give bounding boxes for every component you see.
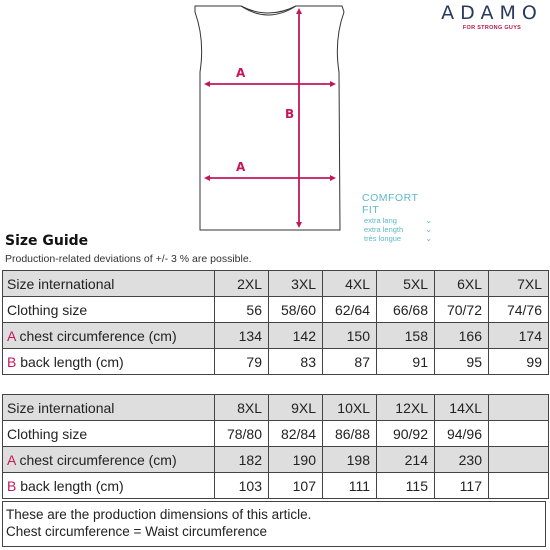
row-label: [3, 297, 215, 323]
comfort-fit-text: extra lang: [364, 216, 397, 225]
size-value-cell: [489, 447, 549, 473]
table-row: [3, 473, 549, 499]
comfort-fit-line: [360, 216, 436, 225]
size-value-cell: 111: [323, 473, 377, 499]
label-a-waist: A: [236, 160, 246, 174]
row-label: [3, 421, 215, 447]
measure-marker: A: [7, 327, 16, 344]
size-value-cell: 87: [323, 349, 377, 375]
size-value-cell: 90/92: [377, 421, 435, 447]
arrow-b-length-top-head: [296, 8, 302, 14]
size-value-cell: [489, 395, 549, 421]
size-value-cell: 2XL: [215, 271, 269, 297]
arrow-a-chest-right-head: [330, 81, 336, 87]
shirt-outline: [195, 6, 344, 230]
table-row: [3, 271, 549, 297]
measure-marker: B: [7, 353, 17, 370]
size-value-cell: 79: [215, 349, 269, 375]
table-row: [3, 349, 549, 375]
shirt-neckline: [241, 6, 296, 15]
size-value-cell: 182: [215, 447, 269, 473]
measure-marker: B: [7, 477, 17, 494]
label-a-chest: A: [236, 66, 246, 80]
row-label: [3, 271, 215, 297]
size-guide-note: Production-related deviations of +/- 3 % are possible.: [5, 253, 252, 265]
measure-marker: A: [7, 451, 16, 468]
row-label-text: Size international: [7, 399, 115, 416]
size-value-cell: 103: [215, 473, 269, 499]
size-value-cell: 150: [323, 323, 377, 349]
size-value-cell: 115: [377, 473, 435, 499]
size-value-cell: 134: [215, 323, 269, 349]
size-value-cell: 66/68: [377, 297, 435, 323]
size-value-cell: 8XL: [215, 395, 269, 421]
comfort-fit-line: [360, 225, 436, 234]
row-label-text: Clothing size: [7, 425, 88, 442]
table-row: [3, 297, 549, 323]
shirt-diagram: [0, 0, 550, 235]
size-value-cell: 12XL: [377, 395, 435, 421]
comfort-fit-text: très longue: [364, 234, 402, 243]
row-label: [3, 323, 215, 349]
size-value-cell: [489, 421, 549, 447]
size-value-cell: 117: [435, 473, 489, 499]
brand-name: ADAMO: [441, 2, 543, 24]
brand-tagline: FOR STRONG GUYS: [462, 25, 522, 31]
arrow-a-waist-left-head: [204, 175, 210, 181]
row-label-text: Clothing size: [7, 301, 88, 318]
row-label: [3, 349, 215, 375]
size-value-cell: [489, 473, 549, 499]
size-value-cell: 99: [489, 349, 549, 375]
size-value-cell: 214: [377, 447, 435, 473]
production-note-line2: Chest circumference = Waist circumference: [6, 524, 267, 539]
row-label-text: chest circumference (cm): [15, 451, 177, 468]
size-value-cell: 10XL: [323, 395, 377, 421]
size-value-cell: 3XL: [269, 271, 323, 297]
row-label: [3, 447, 215, 473]
size-value-cell: 9XL: [269, 395, 323, 421]
size-guide-title: Size Guide: [5, 233, 89, 249]
chevron-down-icon: ⌄: [425, 225, 432, 234]
comfort-fit-badge: [360, 192, 436, 243]
size-value-cell: 70/72: [435, 297, 489, 323]
comfort-fit-title: COMFORT FIT: [362, 192, 419, 216]
row-label-text: back length (cm): [16, 477, 124, 494]
size-value-cell: 190: [269, 447, 323, 473]
production-note-line1: These are the production dimensions of this article.: [6, 507, 312, 522]
size-value-cell: 94/96: [435, 421, 489, 447]
arrow-b-length-bottom-head: [296, 222, 302, 228]
comfort-fit-line: [360, 234, 436, 243]
row-label-text: back length (cm): [16, 353, 124, 370]
size-table-2: [2, 394, 549, 499]
size-table-1: [2, 270, 549, 375]
size-value-cell: 78/80: [215, 421, 269, 447]
size-value-cell: 4XL: [323, 271, 377, 297]
size-value-cell: 107: [269, 473, 323, 499]
table-row: [3, 447, 549, 473]
size-value-cell: 91: [377, 349, 435, 375]
size-value-cell: 83: [269, 349, 323, 375]
table-row: [3, 421, 549, 447]
size-value-cell: 56: [215, 297, 269, 323]
arrow-a-waist-right-head: [330, 175, 336, 181]
size-value-cell: 230: [435, 447, 489, 473]
row-label: [3, 473, 215, 499]
arrow-a-chest-left-head: [204, 81, 210, 87]
chevron-down-icon: ⌄: [425, 216, 432, 225]
size-value-cell: 82/84: [269, 421, 323, 447]
size-value-cell: 14XL: [435, 395, 489, 421]
size-value-cell: 166: [435, 323, 489, 349]
table-row: [3, 323, 549, 349]
row-label-text: Size international: [7, 275, 115, 292]
size-value-cell: 62/64: [323, 297, 377, 323]
size-value-cell: 198: [323, 447, 377, 473]
size-value-cell: 5XL: [377, 271, 435, 297]
comfort-fit-text: extra length: [364, 225, 404, 234]
size-value-cell: 74/76: [489, 297, 549, 323]
production-note: [2, 501, 546, 547]
chevron-down-icon: ⌄: [425, 234, 432, 243]
size-value-cell: 7XL: [489, 271, 549, 297]
table-row: [3, 395, 549, 421]
size-value-cell: 6XL: [435, 271, 489, 297]
row-label-text: chest circumference (cm): [15, 327, 177, 344]
size-value-cell: 158: [377, 323, 435, 349]
size-table-2-body: [3, 395, 549, 499]
label-b-length: B: [285, 107, 295, 121]
size-value-cell: 142: [269, 323, 323, 349]
row-label: [3, 395, 215, 421]
size-value-cell: 95: [435, 349, 489, 375]
size-value-cell: 58/60: [269, 297, 323, 323]
size-value-cell: 86/88: [323, 421, 377, 447]
size-value-cell: 174: [489, 323, 549, 349]
size-table-1-body: [3, 271, 549, 375]
